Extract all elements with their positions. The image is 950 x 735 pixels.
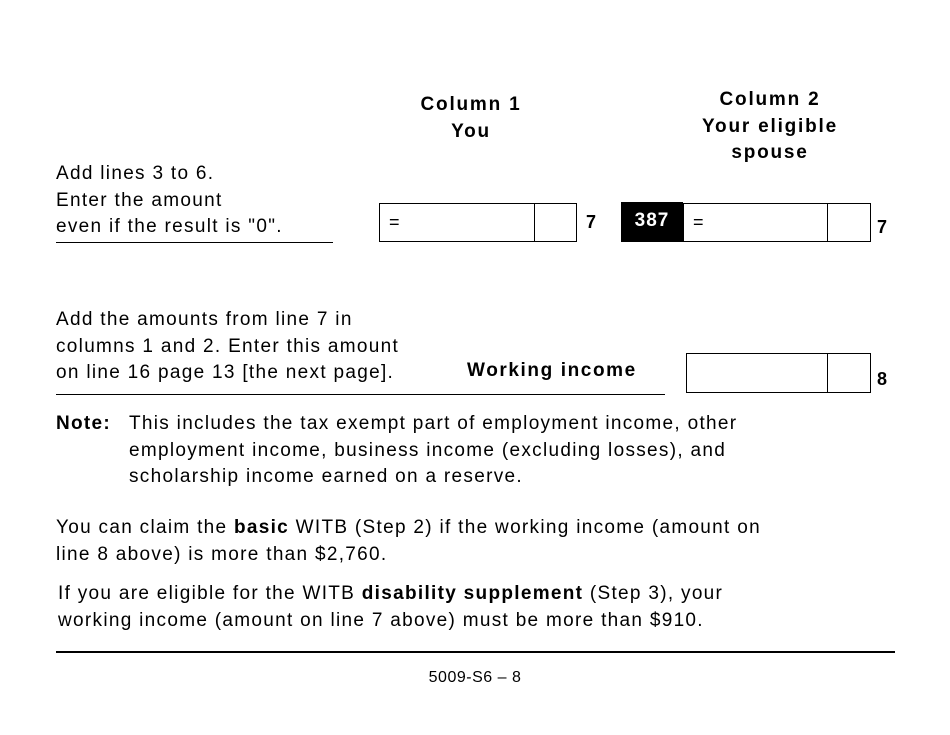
basic-witb-post: WITB (Step 2) if the working income (amount on: [289, 517, 761, 538]
basic-witb-line-1: [56, 515, 761, 542]
line-8-text-3: on line 16 page 13 [the next page].: [56, 362, 395, 383]
disability-bold: disability supplement: [361, 583, 584, 604]
line-7-column-1-equals: =: [389, 212, 400, 232]
column-2-subtitle: Your eligible: [701, 115, 838, 137]
line-7-column-1-dollars[interactable]: [380, 204, 535, 241]
basic-witb-paragraph: [56, 515, 761, 568]
line-8-working-income-field[interactable]: [686, 353, 871, 393]
footer-rule: [56, 651, 895, 653]
column-1-title: Column 1: [420, 94, 522, 115]
note-line-3: scholarship income earned on a reserve.: [129, 466, 523, 487]
note-line-1: This includes the tax exempt part of employment income, other: [129, 413, 738, 434]
line-7-column-1-number: 7: [586, 212, 597, 232]
line-8-instructions: [56, 307, 399, 387]
line-7-instructions: [56, 161, 283, 241]
column-2-subtitle-2: spouse: [731, 142, 809, 163]
line-7-text-1: Add lines 3 to 6.: [56, 163, 215, 184]
column-2-title: Column 2: [719, 89, 821, 110]
basic-witb-line-2: line 8 above) is more than $2,760.: [56, 543, 388, 565]
line-7-column-2-equals: =: [693, 212, 704, 232]
line-7-text-2: Enter the amount: [56, 189, 223, 211]
line-7-column-2-field[interactable]: [683, 203, 871, 242]
note-body: [129, 411, 737, 491]
note-label: Note:: [56, 413, 112, 434]
column-1-subtitle: You: [451, 120, 491, 142]
disability-pre: If you are eligible for the WITB: [58, 583, 362, 604]
line-8-dollars[interactable]: [687, 354, 828, 392]
line-7-column-2-dollars[interactable]: [684, 204, 828, 241]
page-footer-label: 5009-S6 – 8: [428, 669, 522, 686]
line-8-text-1: Add the amounts from line 7 in: [56, 309, 353, 330]
line-8-text-2: columns 1 and 2. Enter this amount: [56, 335, 400, 357]
line-7-text-3: even if the result is "0".: [56, 216, 283, 237]
note-line-2: employment income, business income (excluding losses), and: [129, 439, 727, 461]
line-8-number: 8: [877, 369, 888, 389]
line-7-rule: [56, 242, 333, 243]
basic-witb-pre: You can claim the: [56, 517, 234, 538]
column-1-header: [380, 92, 562, 145]
line-7-column-1-field[interactable]: [379, 203, 577, 242]
line-7-column-2-number: 7: [877, 217, 888, 237]
basic-witb-bold: basic: [233, 517, 290, 538]
line-8-rule: [56, 394, 665, 395]
line-7-code-badge: 387: [621, 202, 683, 242]
disability-line-1: [58, 581, 723, 608]
disability-paragraph: [58, 581, 723, 634]
working-income-label: Working income: [467, 360, 637, 381]
disability-post: (Step 3), your: [583, 583, 724, 604]
disability-line-2: working income (amount on line 7 above) must be more than $910.: [58, 609, 704, 631]
column-2-header: [670, 87, 870, 167]
